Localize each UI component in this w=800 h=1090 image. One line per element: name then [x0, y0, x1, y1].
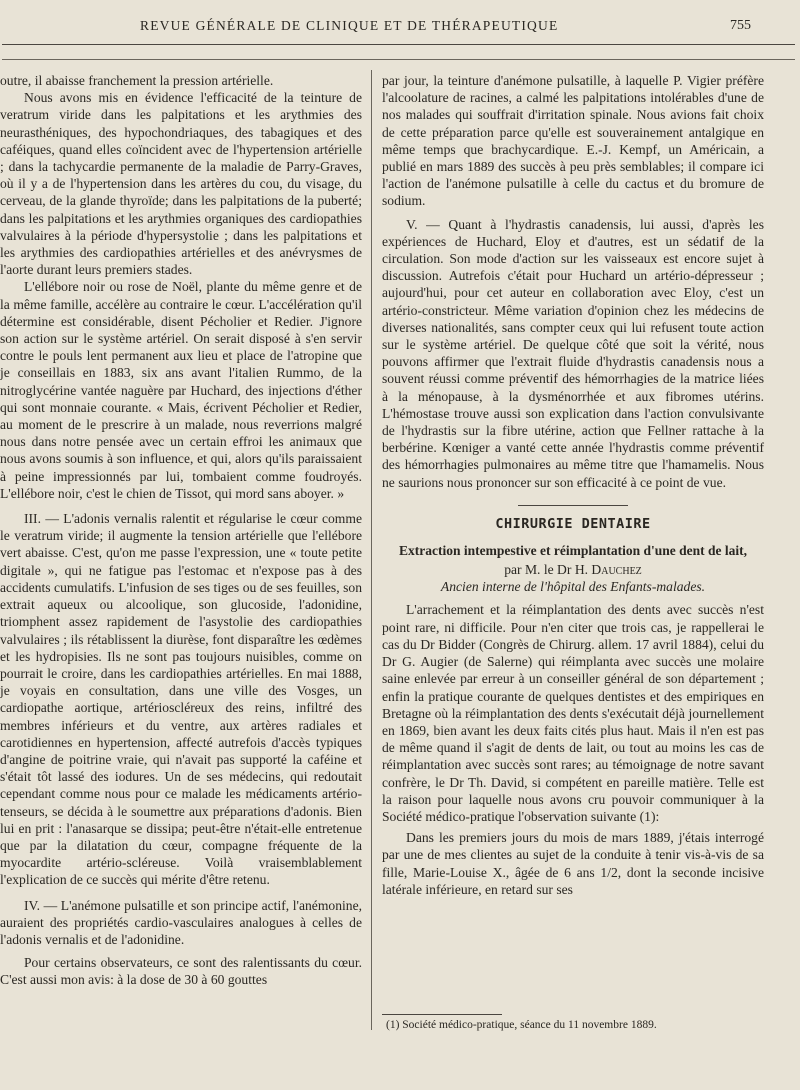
header-rule-secondary [2, 59, 795, 60]
byline-prefix: par M. le Dr [504, 562, 572, 578]
paragraph: outre, il abaisse franchement la pression artérielle. [0, 73, 274, 88]
column-divider [371, 70, 372, 1030]
article-title: Extraction intempestive et réimplantation d'une dent de lait, [399, 543, 747, 559]
paragraph: Dans les premiers jours du mois de mars 1889, j'étais interrogé par une de mes clientes au sujet de la conduite à tenir vis-à-vis de sa fille, Marie-Louise X., âgée de 6 ans 1/2, dont la seconde incisive latérale inférieure, en retard sur ses [382, 830, 764, 897]
running-header [0, 18, 800, 38]
paragraph: par jour, la teinture d'anémone pulsatille, à laquelle P. Vigier préfère l'alcoolature de racines, a calmé les palpitations intolérables d'une de nos malades qui souffrait d'irritation spinale. Nous avions fait choix de cette préparation parce qu'elle est souverainement antalgique en même temps que brachycardique. E.-J. Kempf, un Américain, a publié en mars 1889 des succès à peu près semblables; il compare ici l'action de l'anémone pulsatille à celle du cactus et du bromure de sodium. [382, 73, 764, 209]
journal-title: REVUE GÉNÉRALE DE CLINIQUE ET DE THÉRAPEUTIQUE [140, 18, 559, 33]
byline-author: H. Dauchez [574, 562, 642, 578]
footnote: (1) Société médico-pratique, séance du 11 novembre 1889. [386, 1019, 657, 1031]
paragraph: L'ellébore noir ou rose de Noël, plante du même genre et de la même famille, accélère au contraire le cœur. L'accélération qu'il détermine est considérable, disent Pécholier et Redier. J'ignore son action sur le système artériel. On serait disposé à s'en servir contre le pouls lent permanent aux lieu et place de l'atropine que je conseillais en 1883, six ans avant l'italien Rummo, de la nitroglycérine vantée naguère par Huchard, des injections d'éther qui sont monnaie courante. « Mais, écrivent Pécholier et Redier, au moment de le prescrire à un malade, nous reverrions malgré nous dans notre pensée avec un certain effroi les animaux que nous avons soumis à son influence, et qui, alors qu'ils paraissaient à peine impressionnés par lui, tombaient comme foudroyés. L'ellébore noir, c'est le chien de Tissot, qui mord sans aboyer. » [0, 279, 362, 501]
paragraph: Nous avons mis en évidence l'efficacité de la teinture de veratrum viride dans les palpitations et les arythmies des neurasthéniques, des hypochondriaques, des tabagiques et des caféiques, quand elles coïncident avec de l'hypertension artérielle ; dans la tachycardie permanente de la maladie de Parry-Graves, où il y a de l'hypertension dans les artères du cou, du visage, du cerveau, de la glande thyroïde; dans les palpitations de la puberté; dans les palpitations et les arythmies organiques des cardiopathies valvulaires à la période d'hypersystolie ; dans les palpitations et les arythmies des cardiopathies artérielles et des anévrysmes de l'aorte durant leurs premiers stades. [0, 90, 362, 278]
right-column [382, 72, 764, 898]
paragraph: III. — L'adonis vernalis ralentit et régularise le cœur comme le veratrum viride; il augmente la tension artérielle que l'ellébore vert abaisse. C'est, qu'on me passe l'expression, une « toute petite digitale », qui ne fatigue pas l'estomac et n'expose pas à des accidents cumulatifs. L'infusion de ses tiges ou de ses feuilles, son extrait aqueux ou alcoolique, son glucoside, l'adonidine, triomphent assez rapidement de l'asystolie des cardiopathies valvulaires ; ils rétablissent la diurèse, font disparaître les œdèmes et les hydropisies. Ils ne sont pas toujours nuisibles, comme on pourrait le croire, dans les cardiopathies artérielles. En mai 1888, je voyais en consultation, dans une ville des Vosges, un cardiopathe aortique, artérioscléreux des reins, infiltré des membres inférieurs et du ventre, aux artères radiales et carotidiennes en hypertension, affecté autrefois d'accès typiques d'angine de poitrine vraie, qui n'avait pas supporté la caféine et s'était tôt lassé des iodures. Un de ses médecins, qui redoutait cependant comme nous pour ce malade les médicaments artério-tenseurs, se décida à le soumettre aux préparations d'adonis. Bien lui en prit : l'anasarque se dissipa; peut-être n'était-elle entretenue que par la dilatation du cœur, compagne fréquente de la myocardite artério-scléreuse. Voilà vraisemblablement l'explication de ce succès qui mérite d'être retenu. [0, 511, 362, 888]
section-separator [518, 505, 628, 506]
page-number: 755 [730, 18, 751, 33]
paragraph: V. — Quant à l'hydrastis canadensis, lui aussi, d'après les expériences de Huchard, Eloy et d'autres, est un sédatif de la circulation. Son mode d'action sur les vaisseaux est encore sujet à discussion. Autrefois c'était pour Huchard un artério-dépresseur ; aujourd'hui, pour cet auteur en collaboration avec Eloy, c'est un artério-constricteur. Même variation d'opinion chez les médecins de diverses nationalités, sans compter ceux qui lui refusent toute action sur le système artériel. De quelque côté que soit la vérité, nous pouvons affirmer que l'extrait fluide d'hydrastis canadensis nous a souvent réussi comme préventif des hémorrhagies de la matrice liées à la ménopause, à la dysménorrhée et aux fibromes utérins. L'hémostase trouve aussi son explication dans l'action convulsivante de l'hydrastis sur la fibre utérine, action que Fellner rattache à la berbérine. Kœniger a vanté cette année l'hydrastis comme préventif des hémorrhagies pulmonaires au même titre que l'hamamelis. Nous ne saurions nous prononcer sur son efficacité à ce point de vue. [382, 216, 764, 490]
left-column [0, 72, 362, 989]
author-affiliation: Ancien interne de l'hôpital des Enfants-malades. [440, 579, 706, 595]
paragraph: L'arrachement et la réimplantation des dents avec succès n'est point rare, ni difficile. Pour n'en citer que trois cas, je rappellerai le cas du Dr Bidder (Congrès de Chirurg. allem. 17 avril 1884), celui du Dr G. Augier (de Salerne) qui réimplanta avec succès une molaire saine enlevée par erreur à un conseiller général de son département ; enfin la pratique courante de quelques dentistes et des empiriques en Bretagne où la réimplantation des dents s'exécutait déjà journellement en 1869, bien avant les deux faits cités plus haut. Mais il n'en est pas de même quand il s'agit de dents de lait, ou tout au moins les cas de réimplantation avec succès sont rares; au témoignage de notre savant confrère, le Dr Th. David, si compétent en pareille matière. Telle est la raison pour laquelle nous avons cru pouvoir communiquer à la Société médico-pratique l'observation suivante (1): [382, 602, 764, 824]
section-title: CHIRURGIE DENTAIRE [495, 515, 651, 532]
header-rule [2, 44, 795, 45]
paragraph: IV. — L'anémone pulsatille et son principe actif, l'anémonine, auraient des propriétés cardio-vasculaires analogues à celles de l'adonis vernalis et de l'adonidine. [0, 897, 362, 947]
byline [382, 561, 764, 578]
footnote-rule [382, 1014, 502, 1015]
paragraph: Pour certains observateurs, ce sont des ralentissants du cœur. C'est aussi mon avis: à la dose de 30 à 60 gouttes [0, 955, 362, 988]
